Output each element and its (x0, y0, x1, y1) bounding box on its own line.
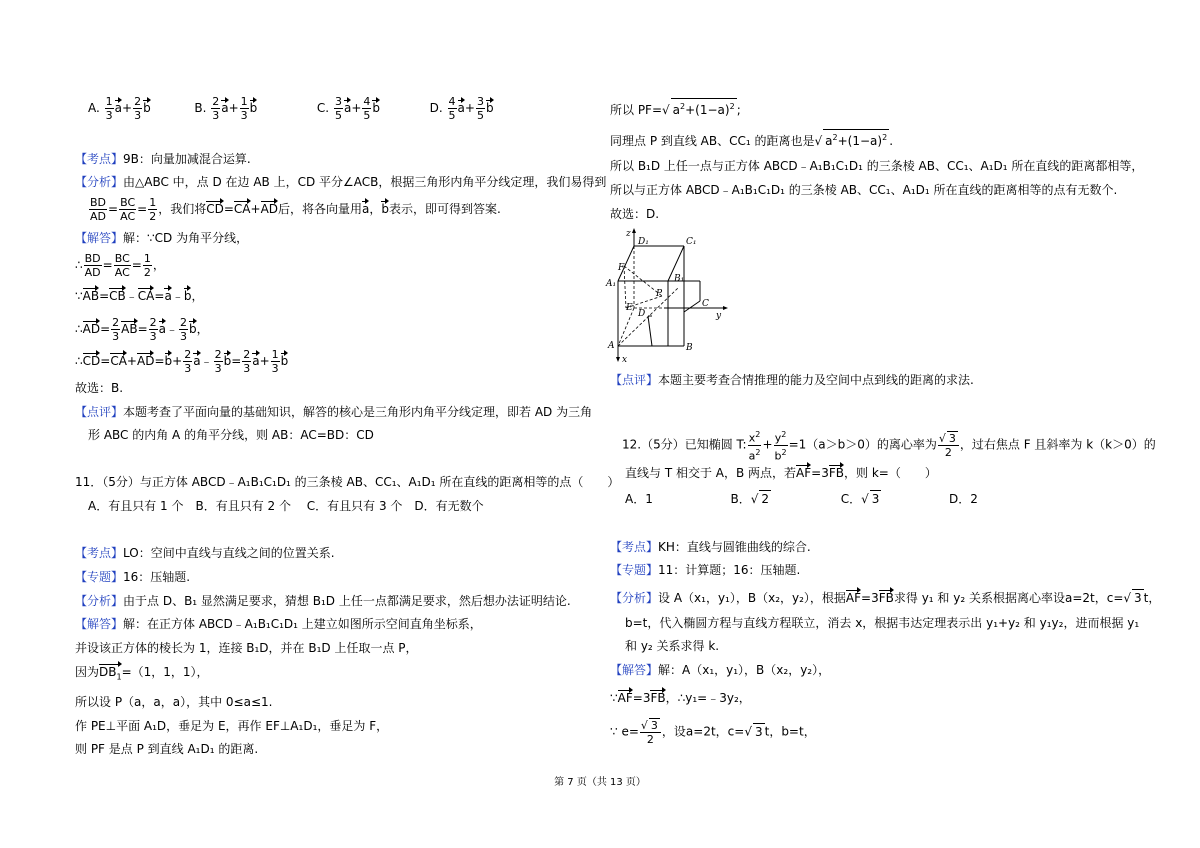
fx12-line-2: b=t，代入椭圆方程与直线方程联立，消去 x，根据韦达定理表示出 y₁+y₂ 和 y₁y₂，进而根据 y₁ (625, 616, 1140, 630)
label-f: F (618, 263, 625, 273)
eq-1: ∴ $\frac{BD}{AD}$ = $\frac{BC}{AC}$ = $\frac{1}{2}$ ， (75, 252, 165, 279)
label-c1: C₁ (686, 237, 697, 247)
r3-line: 所以 B₁D 上任一点与正方体 ABCD﹣A₁B₁C₁D₁ 的三条棱 AB、CC₁、A₁D₁ 所在直线的距离都相等， (610, 159, 1144, 173)
eq-2: ∵AB=CB﹣CA=a﹣b， (75, 289, 204, 303)
jd11b-line: 并设该正方体的棱长为 1，连接 B₁D，并在 B₁D 上任取一点 P， (75, 641, 418, 655)
zt11-line: 【专题】16：压轴题. (75, 570, 191, 584)
r4-line: 所以与正方体 ABCD﹣A₁B₁C₁D₁ 的三条棱 AB、CC₁、A₁D₁ 所在直线的距离相等的点有无数个. (610, 183, 1118, 197)
label-d: D (638, 309, 646, 319)
label-z: z (626, 229, 631, 239)
kd12-line: 【考点】KH：直线与圆锥曲线的综合. (610, 540, 811, 554)
jd12-line-3: ∵ e= $\frac{√ 3}{2}$ ，设a=2t，c=√ 3 t，b=t， (610, 719, 816, 746)
question-12: 12.（5分）已知椭圆 T: $\frac{x^2}{a^2}$ + $\frac{y^2}{b^2}$ =1（a＞b＞0）的离心率为 $\frac{√ 3}{2}$ ，过右焦点 F 且斜率为 k（k＞0）的 (622, 430, 1156, 463)
jd12-line-2: ∵AF=3FB，∴y₁=﹣3y₂， (610, 691, 751, 705)
label-y: y (716, 311, 722, 321)
fx11-line: 【分析】由于点 D、B₁ 显然满足要求，猜想 B₁D 上任一点都满足要求，然后想办法证明结论. (75, 594, 571, 608)
label-e: E (626, 303, 633, 313)
label-b1: B₁ (674, 274, 685, 284)
r1-line: 所以 PF=√ $a^2+(1-a)^2$ ; (610, 98, 741, 118)
fx12-line-3: 和 y₂ 关系求得 k. (625, 639, 720, 653)
jd11e-line: 作 PE⊥平面 A₁D，垂足为 E，再作 EF⊥A₁D₁，垂足为 F， (75, 719, 389, 733)
label-d1: D₁ (638, 237, 649, 247)
r5-line: 故选：D. (610, 207, 660, 221)
kd11-line: 【考点】LO：空间中直线与直线之间的位置关系. (75, 546, 335, 560)
cube-diagram (604, 226, 734, 364)
dianping-line: 【点评】本题考查了平面向量的基础知识，解答的核心是三角形内角平分线定理，即若 AD 为三角 (75, 405, 593, 419)
option-a-label: A. (88, 101, 100, 115)
jd12-line: 【解答】解：A（x₁，y₁），B（x₂，y₂）， (610, 663, 831, 677)
jieda-text: 解：∵CD 为角平分线， (123, 231, 249, 245)
fenxi-line-2: $\frac{BD}{AD}$ = $\frac{BC}{AC}$ = $\frac{1}{2}$ ，我们将CD=CA+AD后，将各向量用a，b表示，即可得到答案. (90, 196, 501, 223)
fenxi-text-1: 由△ABC 中，点 D 在边 AB 上，CD 平分∠ACB，根据三角形内角平分线定理，我们易得到 (123, 175, 607, 189)
option-c-label: C. (316, 101, 330, 115)
eq-3: ∴AD= $\frac{2}{3}$ AB= $\frac{2}{3}$ a﹣ $\frac{2}{3}$ b， (75, 316, 209, 343)
option-b-label: B. (194, 101, 207, 115)
dianping-tag: 【点评】 (75, 405, 124, 419)
fenxi-line (75, 174, 606, 190)
dp12-line: 【点评】本题主要考查合情推理的能力及空间中点到线的距离的求法. (610, 373, 974, 387)
label-a: A (608, 341, 615, 351)
q10-options: A. $\frac{1}{3}$ a+ $\frac{2}{3}$ b B. $\frac{2}{3}$ a+ $\frac{1}{3}$ b C. $\frac{3}{5}$ a+ $\frac{4}{5}$ b D. $\frac{4}{5}$ a+ $\frac{3}{5}$ b (88, 95, 494, 122)
guxuan-b: 故选：B. (75, 381, 124, 395)
jd11f-line: 则 PF 是点 P 到直线 A₁D₁ 的距离. (75, 742, 259, 756)
question-11: 11．（5分）与正方体 ABCD﹣A₁B₁C₁D₁ 的三条棱 AB、CC₁、A₁D₁ 所在直线的距离相等的点（ ） (75, 475, 620, 489)
kaodian-line (75, 151, 251, 167)
jieda-tag: 【解答】 (75, 231, 124, 245)
kaodian-tag: 【考点】 (75, 152, 124, 166)
kaodian-text: 9B：向量加减混合运算. (123, 152, 251, 166)
fenxi-tag: 【分析】 (75, 175, 124, 189)
jieda-line (75, 230, 248, 246)
dianping-line-2: 形 ABC 的内角 A 的角平分线，则 AB：AC=BD：CD (88, 428, 374, 442)
label-a1: A₁ (606, 279, 617, 289)
label-b: B (686, 343, 693, 353)
r2-line: 同理点 P 到直线 AB、CC₁ 的距离也是√ $a^2+(1-a)^2$ . (610, 129, 893, 149)
jd11d-line: 所以设 P（a，a，a），其中 0≤a≤1. (75, 695, 273, 709)
question-11-options: A．有且只有 1 个 B．有且只有 2 个 C．有且只有 3 个 D．有无数个 (88, 499, 484, 513)
label-c: C (702, 299, 709, 309)
jd11c-line: 因为$DB_1=(1$，1，1）， (75, 664, 209, 685)
question-12-options: A．1 B．√ 2 C．√ 3 D．2 (625, 492, 978, 506)
label-p: P (656, 289, 663, 299)
jd11-line: 【解答】解：在正方体 ABCD﹣A₁B₁C₁D₁ 上建立如图所示空间直角坐标系， (75, 617, 482, 631)
eq-4: ∴CD=CA+AD=b+ $\frac{2}{3}$ a﹣ $\frac{2}{3}$ b= $\frac{2}{3}$ a+ $\frac{1}{3}$ b (75, 348, 289, 375)
page-footer: 第 7 页（共 13 页） (554, 777, 646, 788)
question-12-line2: 直线与 T 相交于 A，B 两点，若AF=3FB，则 k=（ ） (625, 466, 937, 480)
option-d-label: D. (429, 101, 443, 115)
label-x: x (622, 355, 628, 364)
fx12-line: 【分析】设 A（x₁，y₁），B（x₂，y₂），根据AF=3FB求得 y₁ 和 y₂ 关系根据离心率设a=2t，c=√ 3 t， (610, 591, 1161, 605)
zt12-line: 【专题】11：计算题；16：压轴题. (610, 563, 801, 577)
